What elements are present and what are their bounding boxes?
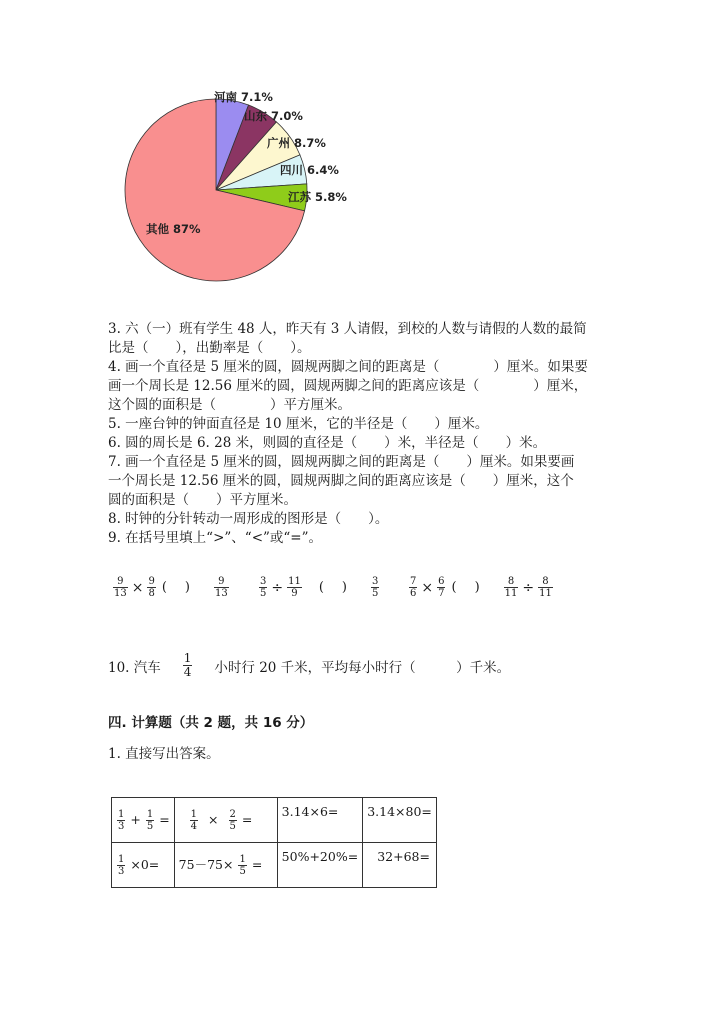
calc-cell: $\frac{1}{3}$ ×0=: [112, 843, 175, 888]
table-row: [112, 843, 437, 888]
fraction: $\frac{3}{5}$: [260, 576, 267, 599]
section-4-title: 四. 计算题（共 2 题，共 16 分）: [108, 715, 314, 731]
answer-blank[interactable]: (): [161, 580, 208, 595]
fraction: $\frac{11}{9}$: [288, 576, 301, 599]
pie-label-5: 其他 87%: [146, 222, 201, 236]
operator: ÷: [271, 579, 284, 596]
pie-chart: [120, 78, 380, 298]
question-4-line-1: 4. 画一个直径是 5 厘米的圆，圆规两脚之间的距离是（ ）厘米。如果要: [108, 359, 588, 375]
calc-cell: $\frac{1}{4}$ × $\frac{2}{5}$ =: [174, 798, 277, 843]
fraction: $\frac{3}{5}$: [372, 576, 379, 599]
calc-cell: $\frac{1}{3}$ + $\frac{1}{5}$ =: [112, 798, 175, 843]
calc-cell: 75－75× $\frac{1}{5}$ =: [174, 843, 277, 888]
question-6: 6. 圆的周长是 6. 28 米，则圆的直径是（ ）米，半径是（ ）米。: [108, 435, 547, 451]
question-10-prefix: 10. 汽车: [108, 659, 161, 676]
calc-table: [111, 797, 437, 888]
operator: ×: [421, 579, 434, 596]
fraction: $\frac{1}{4}$: [183, 651, 192, 679]
operator: ×: [131, 579, 144, 596]
fraction: $\frac{9}{13}$: [114, 576, 127, 599]
compare-c: [408, 576, 554, 599]
fraction: $\frac{6}{7}$: [438, 576, 445, 599]
fraction: $\frac{7}{6}$: [410, 576, 417, 599]
question-7-line-2: 一个周长是 12.56 厘米的圆，圆规两脚之间的距离应该是（ ）厘米，这个: [108, 473, 574, 489]
calc-cell: 3.14×80=: [363, 798, 437, 843]
fraction: $\frac{1}{5}$: [239, 853, 246, 877]
question-10-suffix: 小时行 20 千米，平均每小时行（ ）千米。: [214, 659, 511, 676]
compare-b: [258, 576, 380, 599]
question-10: [108, 652, 510, 679]
section-4-question-1: 1. 直接写出答案。: [108, 746, 220, 762]
pie-chart-svg: [120, 78, 380, 298]
pie-label-4: 江苏 5.8%: [288, 190, 347, 204]
answer-blank[interactable]: (): [318, 580, 365, 595]
calc-cell: 32+68=: [363, 843, 437, 888]
fraction: $\frac{8}{11}$: [539, 576, 552, 599]
question-4-line-3: 这个圆的面积是（ ）平方厘米。: [108, 397, 351, 413]
fraction: $\frac{1}{5}$: [146, 808, 154, 832]
question-3-line-1: 3. 六（一）班有学生 48 人，昨天有 3 人请假，到校的人数与请假的人数的最简: [108, 321, 587, 337]
pie-label-1: 山东 7.0%: [244, 109, 303, 123]
answer-blank[interactable]: (): [451, 580, 498, 595]
fraction: $\frac{1}{4}$: [190, 808, 198, 832]
compare-a: [112, 576, 230, 599]
table-row: [112, 798, 437, 843]
pie-label-2: 广州 8.7%: [267, 136, 326, 150]
fraction: $\frac{9}{13}$: [215, 576, 228, 599]
pie-label-0: 河南 7.1%: [214, 90, 273, 104]
fraction: $\frac{1}{3}$: [118, 808, 125, 832]
pie-label-3: 四川 6.4%: [280, 163, 339, 177]
fraction: $\frac{9}{8}$: [148, 576, 155, 599]
question-3-line-2: 比是（ ），出勤率是（ ）。: [108, 340, 311, 356]
question-4-line-2: 画一个周长是 12.56 厘米的圆，圆规两脚之间的距离应该是（ ）厘米，: [108, 378, 588, 394]
question-9: 9. 在括号里填上“>”、“<”或“=”。: [108, 530, 323, 546]
fraction: $\frac{2}{5}$: [229, 808, 236, 832]
calc-cell: 50%+20%=: [277, 843, 363, 888]
operator: ÷: [522, 579, 535, 596]
calc-cell: 3.14×6=: [277, 798, 363, 843]
question-5: 5. 一座台钟的钟面直径是 10 厘米，它的半径是（ ）厘米。: [108, 416, 489, 432]
question-8: 8. 时钟的分针转动一周形成的图形是（ ）。: [108, 511, 389, 527]
fraction: $\frac{8}{11}$: [504, 576, 518, 599]
fraction: $\frac{1}{3}$: [118, 853, 125, 877]
question-7-line-1: 7. 画一个直径是 5 厘米的圆，圆规两脚之间的距离是（ ）厘米。如果要画: [108, 454, 575, 470]
question-7-line-3: 圆的面积是（ ）平方厘米。: [108, 492, 297, 508]
